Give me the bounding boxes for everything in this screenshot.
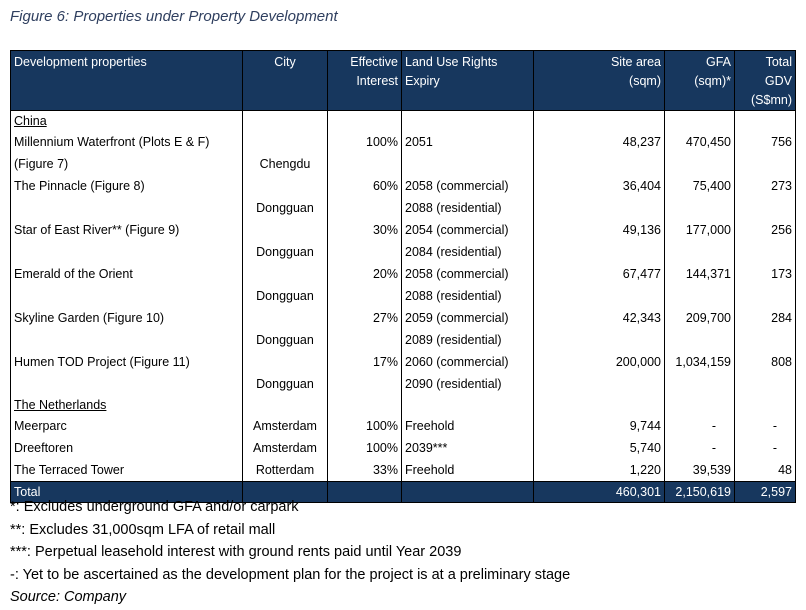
city-cell: Chengdu: [243, 131, 328, 175]
interest-cell: 100%: [328, 415, 402, 437]
property-name: Meerparc: [11, 415, 243, 437]
header-city: City: [243, 51, 328, 111]
table-row: [11, 307, 796, 351]
header-gdv: Total GDV (S$mn): [735, 51, 796, 111]
site-area-cell: 48,237: [534, 131, 665, 175]
interest-cell: 17%: [328, 351, 402, 395]
total-gfa: 2,150,619: [665, 482, 735, 503]
header-row: [11, 51, 796, 111]
property-name: Star of East River** (Figure 9): [11, 219, 243, 263]
section-label-netherlands: The Netherlands: [11, 395, 243, 415]
city-cell: Dongguan: [243, 307, 328, 351]
interest-cell: 30%: [328, 219, 402, 263]
city-cell: Amsterdam: [243, 415, 328, 437]
land-use-rights-cell: Freehold: [402, 415, 534, 437]
interest-cell: 20%: [328, 263, 402, 307]
gdv-cell: 284: [735, 307, 796, 351]
gdv-cell: 256: [735, 219, 796, 263]
footnote-1: *: Excludes underground GFA and/or carpark: [10, 499, 299, 515]
site-area-cell: 9,744: [534, 415, 665, 437]
city-cell: Dongguan: [243, 175, 328, 219]
gfa-cell: 39,539: [665, 459, 735, 482]
site-area-cell: 49,136: [534, 219, 665, 263]
city-cell: Dongguan: [243, 263, 328, 307]
city-cell: Dongguan: [243, 219, 328, 263]
interest-cell: 100%: [328, 437, 402, 459]
table-row: [11, 437, 796, 459]
property-name: The Terraced Tower: [11, 459, 243, 482]
land-use-rights-cell: Freehold: [402, 459, 534, 482]
land-use-rights-cell: 2051: [402, 131, 534, 175]
gfa-cell: -: [665, 437, 735, 459]
city-cell: Dongguan: [243, 351, 328, 395]
header-land-use-rights: Land Use Rights Expiry: [402, 51, 534, 111]
gfa-cell: 470,450: [665, 131, 735, 175]
section-row-china: [11, 111, 796, 132]
header-gfa: GFA (sqm)*: [665, 51, 735, 111]
gfa-cell: 144,371: [665, 263, 735, 307]
site-area-cell: 42,343: [534, 307, 665, 351]
gdv-cell: 273: [735, 175, 796, 219]
total-gdv: 2,597: [735, 482, 796, 503]
property-name: The Pinnacle (Figure 8): [11, 175, 243, 219]
interest-cell: 27%: [328, 307, 402, 351]
table-row: [11, 131, 796, 175]
land-use-rights-cell: 2054 (commercial) 2084 (residential): [402, 219, 534, 263]
property-name: Emerald of the Orient: [11, 263, 243, 307]
land-use-rights-cell: 2058 (commercial) 2088 (residential): [402, 175, 534, 219]
interest-cell: 33%: [328, 459, 402, 482]
site-area-cell: 5,740: [534, 437, 665, 459]
property-name: Dreeftoren: [11, 437, 243, 459]
section-row-netherlands: [11, 395, 796, 415]
table-row: [11, 219, 796, 263]
header-site-area: Site area (sqm): [534, 51, 665, 111]
gdv-cell: 173: [735, 263, 796, 307]
table-row: [11, 263, 796, 307]
table-row: [11, 351, 796, 395]
total-label: Total: [11, 482, 243, 503]
gdv-cell: -: [735, 437, 796, 459]
interest-cell: 100%: [328, 131, 402, 175]
gfa-cell: 209,700: [665, 307, 735, 351]
land-use-rights-cell: 2058 (commercial) 2088 (residential): [402, 263, 534, 307]
gfa-cell: 75,400: [665, 175, 735, 219]
land-use-rights-cell: 2060 (commercial) 2090 (residential): [402, 351, 534, 395]
table-row: [11, 175, 796, 219]
property-name: Millennium Waterfront (Plots E & F) (Figure 7): [11, 131, 243, 175]
properties-table: [10, 50, 796, 503]
footnote-3: ***: Perpetual leasehold interest with ground rents paid until Year 2039: [10, 544, 462, 560]
footnote-4: -: Yet to be ascertained as the development plan for the project is at a preliminary stage: [10, 566, 571, 583]
site-area-cell: 1,220: [534, 459, 665, 482]
total-site-area: 460,301: [534, 482, 665, 503]
header-property: Development properties: [11, 51, 243, 111]
gfa-cell: -: [665, 415, 735, 437]
header-interest: Effective Interest: [328, 51, 402, 111]
gdv-cell: 808: [735, 351, 796, 395]
footnotes: [10, 496, 570, 609]
property-name: Skyline Garden (Figure 10): [11, 307, 243, 351]
section-label-china: China: [11, 111, 243, 132]
property-name: Humen TOD Project (Figure 11): [11, 351, 243, 395]
table-row: [11, 459, 796, 482]
city-cell: Amsterdam: [243, 437, 328, 459]
land-use-rights-cell: 2039***: [402, 437, 534, 459]
gfa-cell: 1,034,159: [665, 351, 735, 395]
land-use-rights-cell: 2059 (commercial) 2089 (residential): [402, 307, 534, 351]
gdv-cell: 48: [735, 459, 796, 482]
gdv-cell: 756: [735, 131, 796, 175]
site-area-cell: 67,477: [534, 263, 665, 307]
interest-cell: 60%: [328, 175, 402, 219]
footnote-2: **: Excludes 31,000sqm LFA of retail mall: [10, 521, 276, 538]
site-area-cell: 200,000: [534, 351, 665, 395]
city-cell: Rotterdam: [243, 459, 328, 482]
gfa-cell: 177,000: [665, 219, 735, 263]
site-area-cell: 36,404: [534, 175, 665, 219]
figure-title: Figure 6: Properties under Property Development: [10, 8, 338, 25]
gdv-cell: -: [735, 415, 796, 437]
table-row: [11, 415, 796, 437]
source-note: Source: Company: [10, 589, 127, 605]
